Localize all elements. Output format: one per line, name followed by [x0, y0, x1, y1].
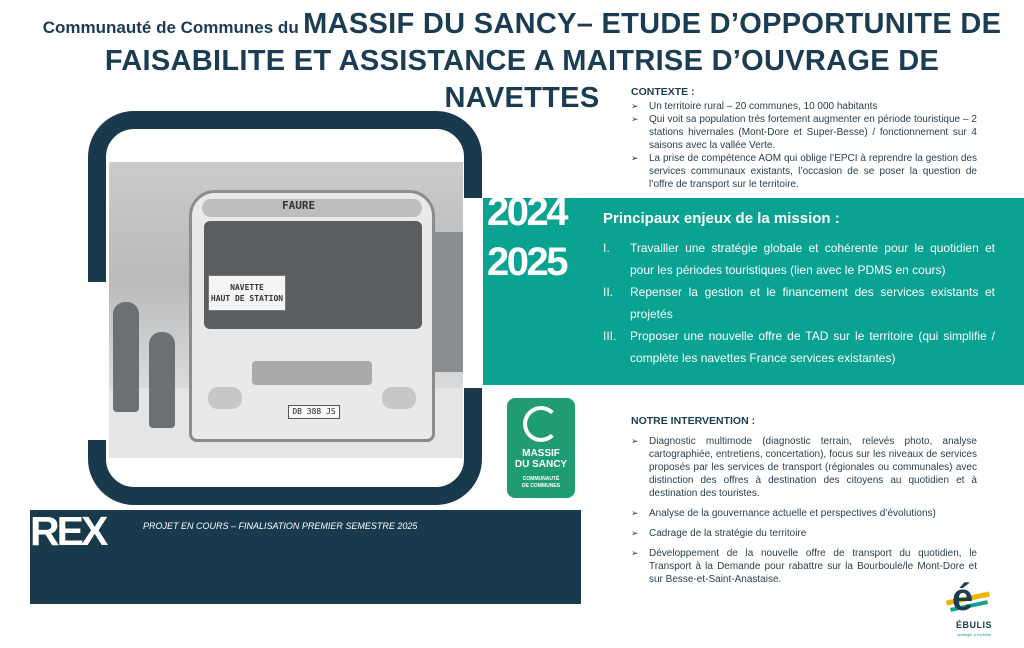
- photo-person-left: [113, 302, 139, 412]
- enjeux-number: I.: [603, 241, 610, 255]
- bus-illustration: [189, 190, 435, 442]
- enjeux-text: Proposer une nouvelle offre de TAD sur le territoire (qui simplifie / complète les navettes France services existantes): [630, 329, 995, 365]
- arrow-bullet-icon: ➢: [631, 528, 639, 538]
- logo-sub2: DE COMMUNES: [521, 483, 561, 489]
- list-item: [631, 547, 977, 586]
- contexte-item-text: La prise de compétence AOM qui oblige l’EPCI à reprendre la gestion des services communaux existants, l’occasion de se poser la question de l’offre de transport sur le territoire.: [649, 153, 977, 190]
- contexte-item-text: Qui voit sa population très fortement augmenter en période touristique – 2 stations hivernales (Mont-Dore et Super-Besse) / fonctionnement sur 4 saisons avec la vallée Verte.: [649, 114, 977, 151]
- bus-headlight-left: [208, 387, 242, 409]
- enjeux-list: [603, 237, 995, 369]
- title-prefix: Communauté de Communes du: [42, 18, 299, 37]
- ebulis-logo: [944, 578, 1004, 640]
- arrow-bullet-icon: ➢: [631, 436, 639, 446]
- title-line1: MASSIF DU SANCY– ETUDE D’OPPORTUNITE DE: [303, 8, 1002, 40]
- intervention-list: [631, 435, 977, 586]
- list-item: [603, 325, 995, 369]
- enjeux-number: III.: [603, 329, 617, 343]
- arrow-bullet-icon: ➢: [631, 101, 639, 111]
- bus-headlight-right: [382, 387, 416, 409]
- list-item: [631, 527, 977, 540]
- title-line2: FAISABILITE ET ASSISTANCE A MAITRISE D’OUVRAGE DE NAVETTES: [104, 45, 940, 114]
- enjeux-text: Repenser la gestion et le financement des services existants et projetés: [630, 285, 995, 321]
- arrow-bullet-icon: ➢: [631, 114, 639, 124]
- list-item: [631, 152, 977, 191]
- bus-photo: [109, 162, 463, 458]
- logo-line2: DU SANCY: [514, 459, 568, 470]
- list-item: [631, 507, 977, 520]
- enjeux-title: Principaux enjeux de la mission :: [603, 210, 840, 227]
- contexte-section: [631, 86, 977, 191]
- bus-grille: [252, 361, 372, 385]
- bus-navette-label: [208, 275, 286, 311]
- arrow-bullet-icon: ➢: [631, 548, 639, 558]
- bus-destination-sign: FAURE: [282, 199, 316, 212]
- list-item: [631, 113, 977, 152]
- contexte-item-text: Un territoire rural – 20 communes, 10 000 habitants: [649, 101, 878, 112]
- massif-du-sancy-logo: [507, 398, 575, 498]
- bus-label-line2: HAUT DE STATION: [210, 294, 284, 303]
- logo-name: [507, 448, 575, 470]
- arrow-bullet-icon: ➢: [631, 153, 639, 163]
- bus-label-line1: NAVETTE: [230, 283, 264, 292]
- year-end: 2025: [487, 240, 566, 284]
- ebulis-tagline: stratégie & mobilité: [956, 632, 991, 637]
- mountain-swirl-icon: [523, 406, 559, 442]
- project-status-note: PROJET EN COURS – FINALISATION PREMIER SEMESTRE 2025: [143, 521, 418, 531]
- logo-subtitle: [507, 476, 575, 490]
- ebulis-name: ÉBULIS: [955, 620, 992, 630]
- logo-line1: MASSIF: [522, 448, 560, 459]
- intervention-item-text: Analyse de la gouvernance actuelle et perspectives d’évolutions): [649, 508, 936, 519]
- list-item: [603, 237, 995, 281]
- bus-licence-plate: DB 388 JS: [288, 405, 340, 419]
- year-start: 2024: [487, 190, 566, 234]
- list-item: [603, 281, 995, 325]
- enjeux-number: II.: [603, 285, 614, 299]
- intervention-title: NOTRE INTERVENTION :: [631, 415, 756, 427]
- list-item: [631, 100, 977, 113]
- photo-person-skier: [149, 332, 175, 428]
- enjeux-text: Travailler une stratégie globale et cohérente pour le quotidien et pour les périodes touristiques (lien avec le PDMS en cours): [630, 241, 995, 277]
- logo-sub1: COMMUNAUTÉ: [522, 476, 560, 482]
- rex-label: REX: [30, 508, 106, 554]
- intervention-section: [631, 415, 977, 593]
- contexte-list: [631, 100, 977, 191]
- contexte-title: CONTEXTE :: [631, 86, 695, 98]
- arrow-bullet-icon: ➢: [631, 508, 639, 518]
- intervention-item-text: Cadrage de la stratégie du territoire: [649, 528, 807, 539]
- intervention-item-text: Diagnostic multimode (diagnostic terrain, relevés photo, analyse cartographiée, entretiens, concertation), focus sur les niveaux de services proposés par les services de transport (régionales ou communales) avec distinction des offres à destination des citoyens au quotidien et à destination des touristes.: [649, 436, 977, 499]
- list-item: [631, 435, 977, 500]
- ebulis-e-icon: é: [952, 577, 974, 619]
- intervention-item-text: Développement de la nouvelle offre de transport du quotidien, le Transport à la Demande pour rabattre sur la Bourboule/le Mont-Dore et sur Besse-et-Saint-Anastaise.: [649, 548, 977, 585]
